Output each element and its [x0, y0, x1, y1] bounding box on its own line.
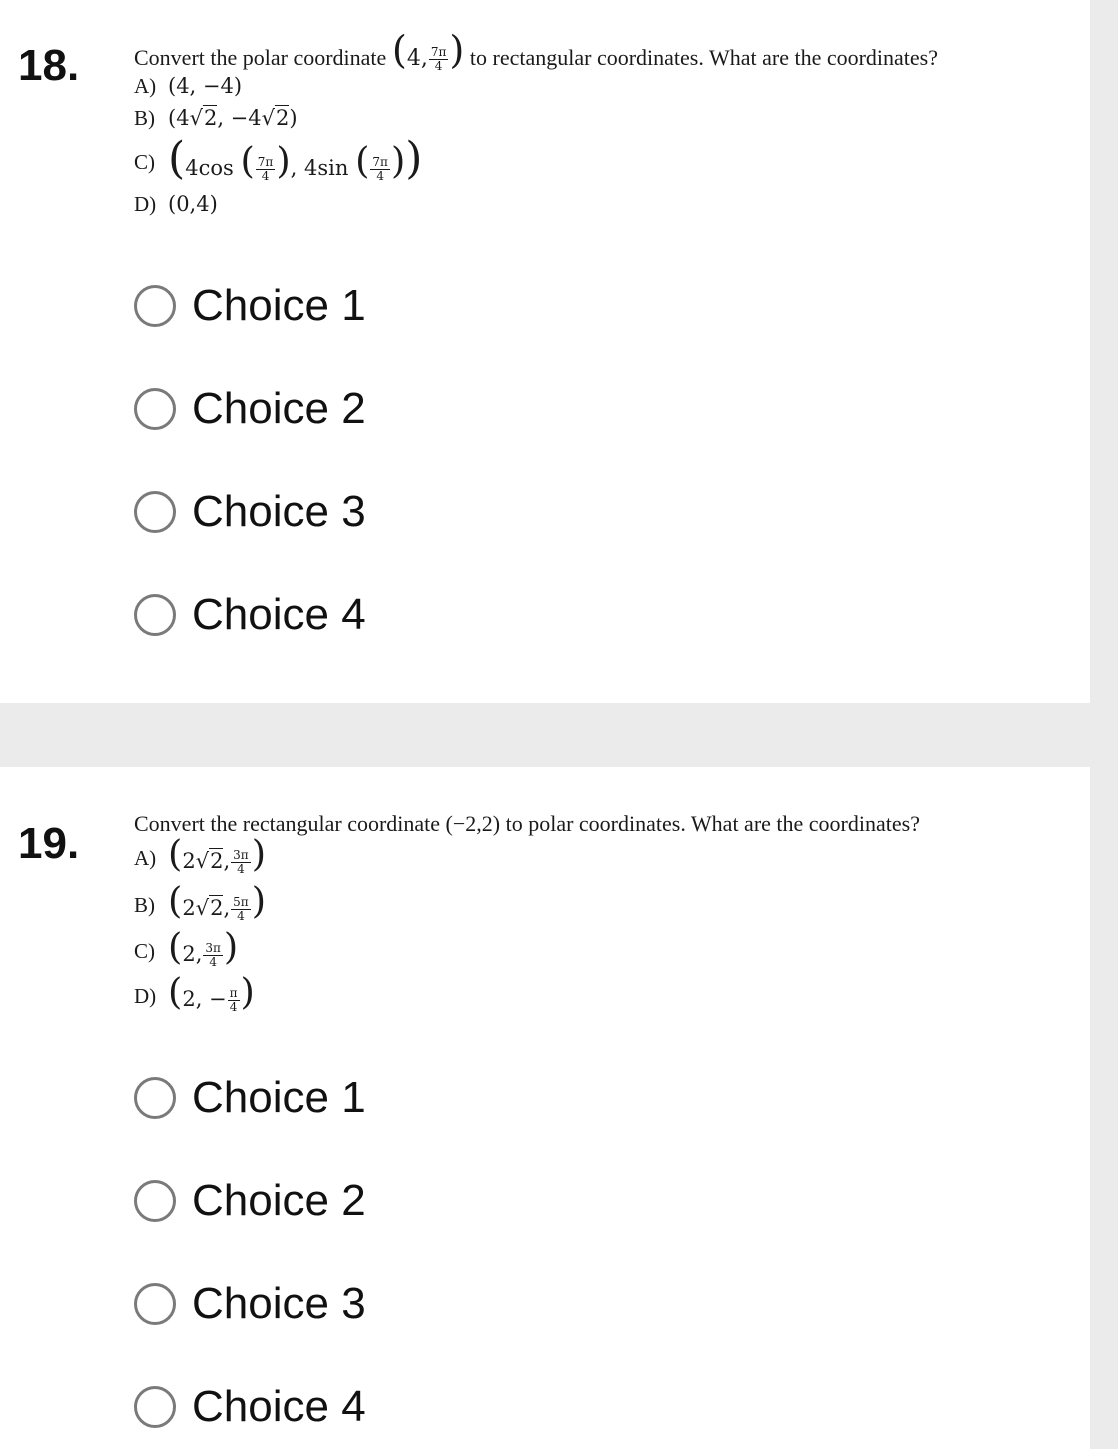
- option-b-part2: , −4: [217, 106, 262, 130]
- polar-coordinate: (4, $\frac{7\pi}{4}$ ): [391, 28, 465, 73]
- choice-3-radio[interactable]: [134, 487, 366, 536]
- choice-1-radio[interactable]: [134, 281, 366, 330]
- fraction: [429, 46, 449, 72]
- fraction-denominator: 4: [237, 862, 245, 876]
- option-b: [134, 879, 267, 923]
- radio-circle-icon[interactable]: [134, 285, 176, 327]
- prompt-text-before: Convert the polar coordinate: [134, 45, 387, 70]
- option-letter: C): [134, 938, 155, 963]
- coord-r: 4,: [406, 46, 428, 71]
- fraction-numerator: 7π: [257, 155, 274, 170]
- fraction: [256, 156, 276, 182]
- option-text: (4cos ( $\frac{7\pi}{4}$ ), 4sin ( $\frac{7\pi}{4}$ )): [168, 133, 423, 184]
- fraction-numerator: 7π: [430, 44, 447, 59]
- r-coefficient: 2: [182, 896, 196, 920]
- fraction-denominator: 4: [209, 955, 217, 969]
- choice-3-radio[interactable]: [134, 1279, 366, 1328]
- option-text: (4, −4): [168, 74, 243, 98]
- sqrt-radicand: 2: [203, 106, 218, 130]
- choice-label: Choice 2: [192, 384, 366, 433]
- option-a: [134, 76, 242, 97]
- choice-label: Choice 1: [192, 281, 366, 330]
- radio-circle-icon[interactable]: [134, 1077, 176, 1119]
- option-b-part1: (4: [168, 106, 190, 130]
- question-19-card: [0, 767, 1090, 1449]
- option-letter: C): [134, 150, 155, 175]
- prompt-text-after: to rectangular coordinates. What are the coordinates?: [469, 45, 939, 70]
- radio-circle-icon[interactable]: [134, 594, 176, 636]
- radio-circle-icon[interactable]: [134, 388, 176, 430]
- option-letter: A): [134, 845, 157, 870]
- fraction: [203, 942, 223, 968]
- option-text: (2, − $\frac{\pi}{4}$ ): [168, 970, 255, 1014]
- fraction-denominator: 4: [237, 909, 245, 923]
- choice-label: Choice 3: [192, 487, 366, 536]
- option-letter: B): [134, 106, 155, 130]
- r-value: 2,: [182, 942, 203, 966]
- question-number: 18.: [18, 41, 80, 90]
- choice-label: Choice 3: [192, 1279, 366, 1328]
- radio-circle-icon[interactable]: [134, 1283, 176, 1325]
- option-a: [134, 832, 267, 876]
- option-b-part3: ): [289, 106, 298, 130]
- sin-term: , 4sin: [290, 156, 349, 180]
- fraction-denominator: 4: [229, 1000, 238, 1014]
- option-text: (2, $\frac{3\pi}{4}$ ): [168, 925, 239, 969]
- choice-2-radio[interactable]: [134, 1176, 366, 1225]
- question-18-card: [0, 0, 1090, 703]
- radio-circle-icon[interactable]: [134, 1180, 176, 1222]
- fraction-numerator: 3π: [205, 941, 221, 956]
- option-letter: B): [134, 892, 155, 917]
- fraction-numerator: 5π: [233, 895, 249, 910]
- sqrt-radicand: 2: [276, 106, 290, 130]
- option-c: [134, 925, 239, 969]
- choice-label: Choice 2: [192, 1176, 366, 1225]
- fraction-denominator: 4: [376, 169, 384, 183]
- option-d: [134, 970, 255, 1014]
- choice-1-radio[interactable]: [134, 1073, 366, 1122]
- cos-term: 4cos: [185, 156, 234, 180]
- r-coefficient: 2: [182, 849, 196, 873]
- radio-circle-icon[interactable]: [134, 491, 176, 533]
- r-value: 2, −: [182, 987, 227, 1011]
- fraction: [370, 156, 390, 182]
- choice-label: Choice 4: [192, 590, 366, 639]
- option-text: (0,4): [168, 192, 218, 216]
- choice-4-radio[interactable]: [134, 590, 366, 639]
- fraction-denominator: 4: [434, 58, 443, 73]
- option-text: (2√2, $\frac{5\pi}{4}$ ): [168, 879, 267, 923]
- question-prompt: Convert the rectangular coordinate (−2,2) to polar coordinates. What are the coordinates?: [134, 811, 920, 836]
- fraction-denominator: 4: [261, 169, 270, 183]
- option-b: [134, 108, 298, 129]
- fraction: [231, 849, 251, 875]
- option-c: [134, 133, 423, 184]
- option-letter: D): [134, 983, 157, 1008]
- sqrt-radicand: 2: [210, 896, 224, 920]
- choice-2-radio[interactable]: [134, 384, 366, 433]
- fraction: [228, 987, 240, 1013]
- fraction: [231, 896, 251, 922]
- choice-label: Choice 4: [192, 1382, 366, 1431]
- option-text: (2√2, $\frac{3\pi}{4}$ ): [168, 832, 267, 876]
- fraction-numerator: 7π: [372, 155, 388, 170]
- option-letter: D): [134, 192, 157, 216]
- question-number: 19.: [18, 819, 80, 868]
- option-d: [134, 194, 218, 215]
- choice-label: Choice 1: [192, 1073, 366, 1122]
- option-letter: A): [134, 74, 157, 98]
- radio-circle-icon[interactable]: [134, 1386, 176, 1428]
- sqrt-radicand: 2: [210, 849, 224, 873]
- fraction-numerator: π: [229, 986, 238, 1001]
- choice-4-radio[interactable]: [134, 1382, 366, 1431]
- fraction-numerator: 3π: [233, 848, 249, 863]
- question-prompt: [134, 28, 939, 73]
- option-text: (4√2, −4√2): [168, 106, 298, 130]
